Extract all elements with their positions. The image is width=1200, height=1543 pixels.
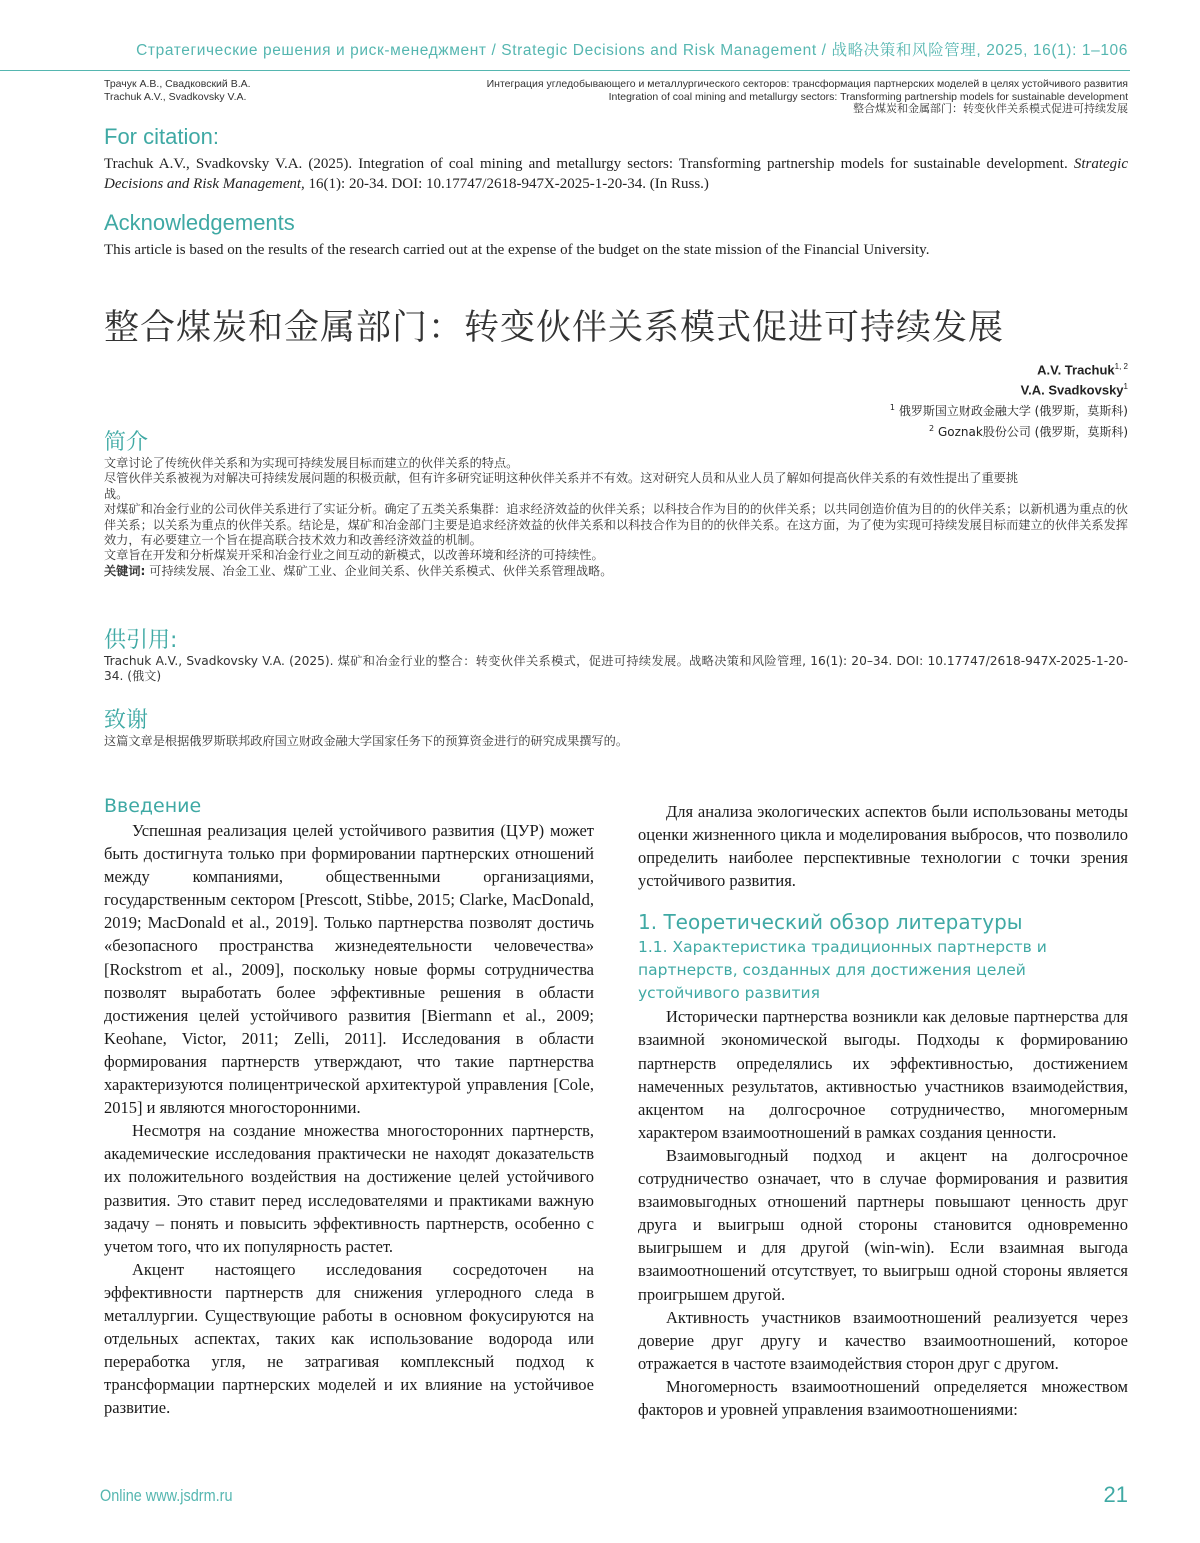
acknowledgements-text: This article is based on the results of the research carried out at the expense of the budget on the state mission of the Financial University. — [104, 240, 1128, 260]
keywords: 关键词: 可持续发展、冶金工业、煤矿工业、企业间关系、伙伴关系模式、伙伴关系管理战略。 — [104, 564, 1128, 579]
page-number: 21 — [1104, 1482, 1128, 1508]
sec11-para-4: Многомерность взаимоотношений определяется множеством факторов и уровней управления взаимоотношениями: — [638, 1375, 1128, 1421]
abstract-para-2: 尽管伙伴关系被视为对解决可持续发展问题的积极贡献，但有许多研究证明这种伙伴关系并不有效。这对研究人员和从业人员了解如何提高伙伴关系的有效性提出了重要挑 — [104, 471, 1128, 486]
chinese-abstract-section — [104, 430, 1128, 579]
title-zh: 整合煤炭和金属部门：转变伙伴关系模式促进可持续发展 — [487, 103, 1128, 116]
sec11-para-3: Активность участников взаимоотношений реализуется через доверие друг другу и качество взаимоотношений, которое отражается в частоте взаимодействия сторон друг с другом. — [638, 1306, 1128, 1375]
zh-citation-heading: 供引用: — [104, 628, 1128, 654]
chinese-citation-section — [104, 628, 1128, 685]
citation-heading: For citation: — [104, 124, 1128, 150]
right-para-1: Для анализа экологических аспектов были использованы методы оценки жизненного цикла и моделирования выбросов, что позволило определить наиболее перспективные технологии с точки зрения устойчивого развития. — [638, 800, 1128, 892]
intro-para-2: Несмотря на создание множества многосторонних партнерств, академические исследования практически не находят доказательств их положительного воздействия на достижение целей устойчивого развития. Это ставит перед исследователями и практиками важную задачу – понять и повысить эффективность партнерств, особенно с учетом того, что их популярность растет. — [104, 1119, 594, 1258]
title-en: Integration of coal mining and metallurgy sectors: Transforming partnership models for sustainable development — [487, 91, 1128, 104]
zh-ack-heading: 致谢 — [104, 708, 1128, 734]
keywords-label: 关键词: — [104, 564, 145, 578]
zh-citation-text: Trachuk A.V., Svadkovsky V.A. (2025). 煤矿和冶金行业的整合：转变伙伴关系模式，促进可持续发展。战略决策和风险管理, 16(1): 20–34. DOI: 10.17747/2618-947X-2025-1-20-34. (俄文) — [104, 654, 1128, 685]
author-1: A.V. Trachuk — [1037, 362, 1115, 377]
abstract-para-4: 文章旨在开发和分析煤炭开采和冶金行业之间互动的新模式，以改善环境和经济的可持续性。 — [104, 548, 1128, 563]
affiliation-2: Goznak股份公司 (俄罗斯，莫斯科) — [938, 425, 1128, 439]
citation-en-section — [104, 124, 1128, 194]
abstract-heading: 简介 — [104, 430, 1128, 456]
intro-heading: Введение — [104, 795, 594, 817]
citation-text: Trachuk A.V., Svadkovsky V.A. (2025). Integration of coal mining and metallurgy sectors: Transforming partnership models for sustainable development. Strategic Decisions and Risk Management, 16(1): 20-34. DOI: 10.17747/2618-947X-2025-1-20-34. (In Russ.) — [104, 154, 1128, 194]
section-1-heading: 1. Теоретический обзор литературы — [638, 910, 1128, 934]
running-head-authors — [104, 78, 251, 104]
running-head-titles — [487, 78, 1128, 116]
authors-ru: Трачук А.В., Свадковский В.А. — [104, 78, 251, 91]
intro-para-3: Акцент настоящего исследования сосредоточен на эффективности партнерств для снижения углеродного следа в металлургии. Существующие работы в основном фокусируются на отдельных аспектах, таких как использование водорода или переработка угля, не затрагивая комплексный подход к трансформации партнерских моделей и их влияние на устойчивое развитие. — [104, 1258, 594, 1420]
footer-website-link[interactable]: Online www.jsdrm.ru — [100, 1486, 232, 1506]
authors-en: Trachuk A.V., Svadkovsky V.A. — [104, 91, 251, 104]
citation-journal: Strategic Decisions and Risk Management — [104, 156, 1128, 192]
chinese-title: 整合煤炭和金属部门：转变伙伴关系模式促进可持续发展 — [104, 300, 1004, 350]
abstract-para-2b: 战。 — [104, 487, 1128, 502]
zh-ack-text: 这篇文章是根据俄罗斯联邦政府国立财政金融大学国家任务下的预算资金进行的研究成果撰写的。 — [104, 734, 1128, 749]
header-rule — [0, 70, 1130, 71]
body-column-left — [104, 795, 594, 1419]
acknowledgements-heading: Acknowledgements — [104, 210, 1128, 236]
abstract-para-1: 文章讨论了传统伙伴关系和为实现可持续发展目标而建立的伙伴关系的特点。 — [104, 456, 1128, 471]
chinese-ack-section — [104, 708, 1128, 749]
intro-para-1: Успешная реализация целей устойчивого развития (ЦУР) может быть достигнута только при формировании партнерских отношений между компаниями, общественными организациями, государственным сектором [Prescott, Stibbe, 2015; Clarke, MacDonald, 2019; MacDonald et al., 2019]. Только партнерства позволят достичь «безопасного пространства жизнедеятельности человечества» [Rockstrom et al., 2009], поскольку новые формы сотрудничества позволят выработать более эффективные решения в области достижения целей устойчивого развития [Biermann et al., 2009; Keohane, Victor, 2011; Zelli, 2011]. Исследования в области формирования партнерств утверждают, что такие партнерства характеризуются полицентрической архитектурой управления [Cole, 2015] и являются многосторонними. — [104, 819, 594, 1119]
body-column-right — [638, 800, 1128, 1421]
abstract-para-3: 对煤矿和冶金行业的公司伙伴关系进行了实证分析。确定了五类关系集群：追求经济效益的伙伴关系；以科技合作为目的的伙伴关系；以共同创造价值为目的的伙伴关系；以新机遇为重点的伙伴关系；以关系为重点的伙伴关系。结论是，煤矿和冶金部门主要是追求经济效益的伙伴关系和以科技合作为目的的伙伴关系。在这方面，为了使为实现可持续发展目标而建立的伙伴关系发挥效力，有必要建立一个旨在提高联合技术效力和改善经济效益的机制。 — [104, 502, 1128, 548]
sec11-para-1: Исторически партнерства возникли как деловые партнерства для взаимной экономической выгоды. Подходы к формированию партнерств определялись их эффективностью, достижением намеченных результатов, активностью участников взаимодействия, акцентом на долгосрочное сотрудничество, многомерным характером взаимоотношений в рамках создания ценности. — [638, 1005, 1128, 1144]
title-ru: Интеграция угледобывающего и металлургического секторов: трансформация партнерских моделей в целях устойчивого развития — [487, 78, 1128, 91]
author-block: A.V. Trachuk1, 2 V.A. Svadkovsky1 1 俄罗斯国立财政金融大学 (俄罗斯，莫斯科) 2 Goznak股份公司 (俄罗斯，莫斯科) — [890, 358, 1128, 441]
journal-header-line: Стратегические решения и риск-менеджмент / Strategic Decisions and Risk Management / 战略决策和风险管理, 2025, 16(1): 1–106 — [104, 38, 1128, 60]
sec11-para-2: Взаимовыгодный подход и акцент на долгосрочное сотрудничество означает, что в случае формирования и развития взаимовыгодных отношений партнеры повышают ценность друг друга и выигрыш одной стороны становится одновременно выигрышем и для другой (win-win). Если взаимная выгода взаимоотношений отсутствует, то выигрыш одной стороны является проигрышем другой. — [638, 1144, 1128, 1306]
author-2: V.A. Svadkovsky — [1021, 383, 1124, 398]
section-1-1-heading: 1.1. Характеристика традиционных партнерств и партнерств, созданных для достижения целей устойчивого развития — [638, 936, 1128, 1005]
acknowledgements-en-section — [104, 210, 1128, 260]
affiliation-1: 俄罗斯国立财政金融大学 (俄罗斯，莫斯科) — [899, 404, 1128, 418]
